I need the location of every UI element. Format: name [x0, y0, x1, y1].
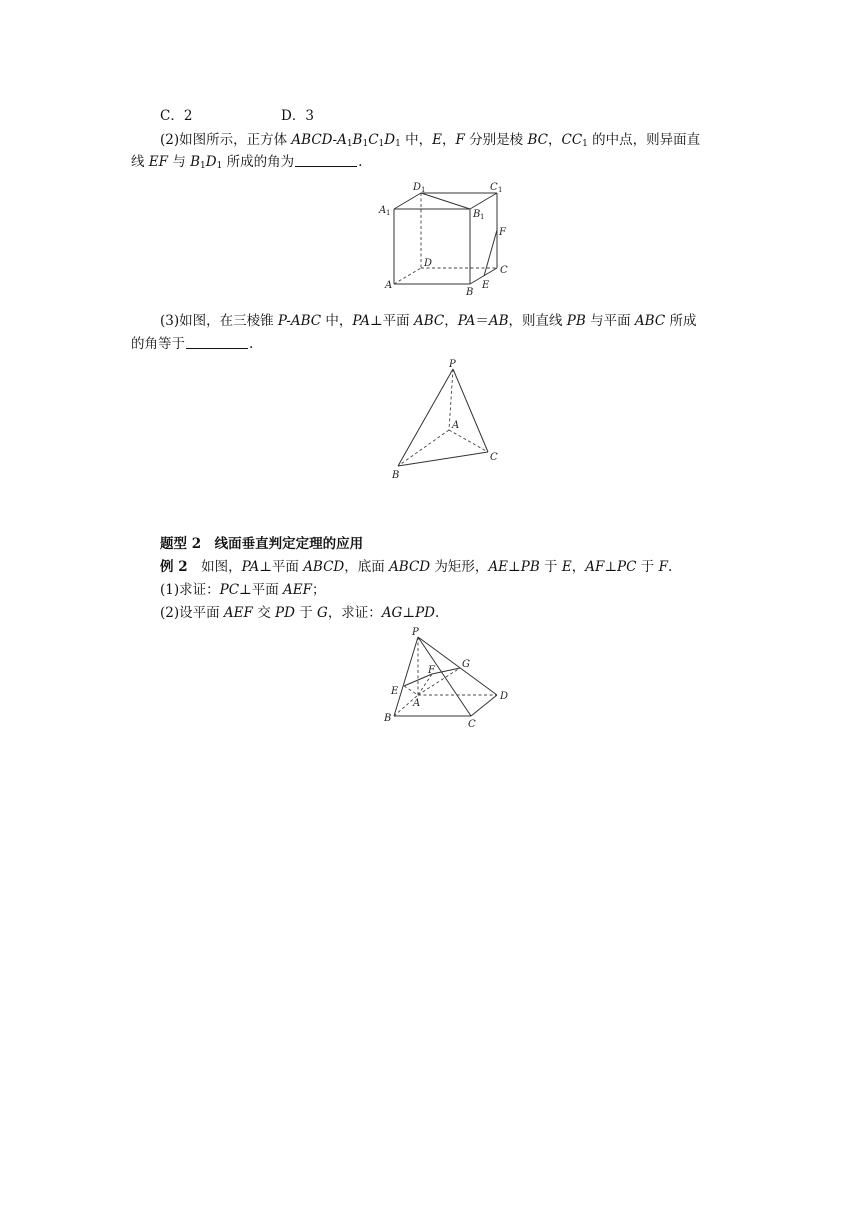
- q3-var: PA: [352, 313, 370, 329]
- q2-cube-name: ABCD: [291, 132, 333, 148]
- q2-sub: 1: [216, 161, 223, 171]
- example-var: AE: [488, 559, 509, 575]
- q2-cube-name: B: [352, 132, 363, 148]
- label-b: B: [384, 713, 392, 724]
- part-number: (2): [160, 605, 180, 621]
- q3-var: PA: [457, 313, 476, 329]
- example-var: E: [561, 559, 572, 575]
- q2-text: 的中点，则异面直: [587, 132, 701, 148]
- part-text: 交: [252, 605, 275, 621]
- q2-text: .: [358, 154, 363, 170]
- part-var: PC: [219, 582, 240, 598]
- q2-text: 如图所示，正方体: [179, 132, 292, 148]
- q2-text: ，: [442, 132, 456, 148]
- label-f: F: [428, 665, 435, 676]
- q2-sub: 1: [378, 139, 385, 149]
- label-e: E: [391, 686, 399, 697]
- part-var: AG: [381, 605, 403, 621]
- example-var: PB: [520, 559, 540, 575]
- q3-text: 如图，在三棱锥: [179, 313, 278, 329]
- label-e: E: [482, 280, 490, 291]
- part-text: ⊥平面: [239, 582, 284, 598]
- example-label: 例 2: [160, 559, 188, 575]
- q2-cube-name: D: [384, 132, 396, 148]
- q3-var: P-ABC: [277, 313, 322, 329]
- label-c: C: [490, 452, 498, 463]
- label-a1: A: [379, 205, 387, 216]
- part-text: 于: [294, 605, 318, 621]
- q2-text: ，: [547, 132, 562, 148]
- part-text: ，求证：: [327, 605, 382, 621]
- label-a: A: [452, 420, 460, 431]
- part-number: (1): [160, 582, 180, 598]
- q3-text: 与平面: [585, 313, 635, 329]
- example-text: ⊥平面: [259, 559, 304, 575]
- part-var: AEF: [283, 582, 313, 598]
- label-sub: 1: [386, 209, 391, 217]
- example-text: ，: [571, 559, 586, 575]
- example-var: PA: [241, 559, 260, 575]
- q3-text: ，: [444, 313, 458, 329]
- q3-text: ＝: [475, 313, 489, 329]
- label-g: G: [462, 659, 470, 670]
- q2-sub: 1: [362, 139, 369, 149]
- label-p: P: [449, 359, 456, 370]
- example-text: ，底面: [344, 559, 390, 575]
- example-text: 于: [636, 559, 659, 575]
- q2-text: 中，: [400, 132, 433, 148]
- q3-var: ABC: [413, 313, 445, 329]
- q3-text: ，则直线: [508, 313, 567, 329]
- label-c: C: [500, 265, 508, 276]
- q2-sub: 1: [200, 161, 206, 171]
- label-c: C: [468, 719, 476, 730]
- part-text: ；: [312, 582, 326, 598]
- label-sub: 1: [498, 186, 503, 194]
- q3-text: 中，: [321, 313, 353, 329]
- label-sub: 1: [421, 186, 426, 194]
- q2-cube-name: A: [337, 132, 347, 148]
- q2-var: BC: [527, 132, 548, 148]
- label-b: B: [466, 287, 474, 298]
- label-d: D: [500, 691, 509, 702]
- example-text: 如图，: [187, 559, 242, 575]
- example-text: .: [667, 559, 673, 575]
- label-d1: D: [413, 182, 422, 193]
- choice-d-label: D．: [281, 108, 306, 124]
- part-text: 设平面: [179, 605, 224, 621]
- example-text: 为矩形，: [430, 559, 489, 575]
- example-var: AF: [585, 559, 605, 575]
- example-text: ⊥: [508, 559, 521, 575]
- q3-number: (3): [160, 313, 180, 329]
- q2-text: -: [332, 132, 338, 148]
- edge-cd: [471, 695, 497, 716]
- q3-text: 所成: [665, 313, 697, 329]
- q3-text: 的角等于: [131, 336, 185, 352]
- example-text: 于: [539, 559, 562, 575]
- part-text: 求证：: [179, 582, 220, 598]
- example-text: ⊥: [604, 559, 618, 575]
- label-p: P: [412, 627, 419, 638]
- q2-sub: 1: [395, 139, 401, 149]
- q2-text: 分别是棱: [464, 132, 528, 148]
- q2-text: 所成的角为: [222, 154, 295, 170]
- q2-number: (2): [160, 132, 180, 148]
- q2-var: D: [205, 154, 217, 170]
- part-var: G: [317, 605, 328, 621]
- section-title: 题型 2 线面垂直判定定理的应用: [160, 536, 364, 552]
- label-a: A: [385, 280, 393, 291]
- example-var: PC: [617, 559, 637, 575]
- label-f: F: [499, 227, 506, 238]
- choice-d-value: 3: [305, 108, 314, 124]
- q2-var: EF: [148, 154, 169, 170]
- label-d: D: [424, 258, 433, 269]
- q2-var: E: [432, 132, 442, 148]
- q2-var: CC: [561, 132, 583, 148]
- example-var: ABCD: [389, 559, 431, 575]
- part-var: AEF: [223, 605, 253, 621]
- label-c1: C: [490, 182, 498, 193]
- choice-c-label: C．: [160, 108, 184, 124]
- q2-sub: 1: [582, 139, 588, 149]
- example-var: F: [658, 559, 668, 575]
- q3-var: ABC: [634, 313, 666, 329]
- q3-text: .: [249, 336, 254, 352]
- label-a: A: [413, 698, 421, 709]
- part-var: PD: [275, 605, 295, 621]
- segment-ae: [404, 686, 418, 695]
- part-text: ⊥: [402, 605, 416, 621]
- q3-var: AB: [488, 313, 509, 329]
- part-text: .: [434, 605, 440, 621]
- example-var: ABCD: [303, 559, 345, 575]
- label-b: B: [392, 470, 400, 481]
- label-sub: 1: [480, 213, 485, 221]
- q2-var: B: [190, 154, 201, 170]
- q2-cube-name: C: [368, 132, 379, 148]
- q3-var: PB: [566, 313, 586, 329]
- q2-text: 与: [168, 154, 191, 170]
- q3-text: ⊥平面: [369, 313, 414, 329]
- part-var: PD: [415, 605, 435, 621]
- q2-var: F: [455, 132, 465, 148]
- q2-text: 线: [131, 154, 149, 170]
- q2-sub: 1: [346, 139, 353, 149]
- choice-c-value: 2: [183, 108, 193, 124]
- label-b1: B: [473, 209, 481, 220]
